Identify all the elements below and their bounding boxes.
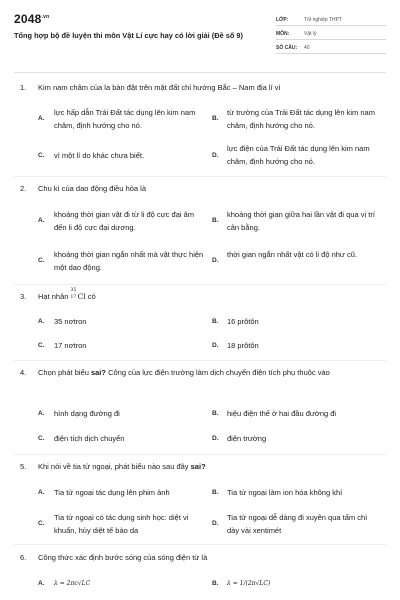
meta-row-question-count — [276, 42, 386, 54]
option-formula: λ = 1/(2π√LC) — [227, 580, 271, 587]
option-formula: λ = 2πc√LC — [54, 580, 91, 587]
question-text — [38, 367, 378, 379]
option-text: từ trường của Trái Đất tác dụng lên kim nam châm, định hướng cho nó. — [227, 108, 375, 130]
option-text: Tia tử ngoại tác dụng lên phim ảnh — [54, 488, 170, 497]
logo-suffix: .vn — [41, 14, 50, 20]
option-text: Tia tử ngoại có tác dụng sinh học: diệt vi khuẩn, hủy diệt tế bào da — [54, 513, 189, 535]
option-letter: A. — [38, 217, 45, 224]
nuclide-atomic-number: 17 — [70, 295, 77, 300]
question-divider — [14, 454, 386, 455]
question-text-prefix: Chọn phát biểu — [38, 368, 89, 377]
option-letter: A. — [38, 580, 45, 587]
option-text: điện trường — [227, 434, 267, 443]
option-letter: D. — [212, 520, 219, 527]
option-letter: B. — [212, 115, 219, 122]
option-letter: C. — [38, 435, 45, 442]
question-text-prefix: Khi nói về tia tử ngoại, phát biểu nào sau đây — [38, 462, 189, 471]
option-letter: B. — [212, 318, 219, 325]
option-letter: D. — [212, 257, 219, 264]
question-text-emphasis: sai? — [90, 368, 106, 377]
option-text: khoảng thời gian ngắn nhất mà vật thực hiện một dao động. — [54, 250, 204, 272]
option-text: điện tích dịch chuyển — [54, 434, 125, 443]
option-text: 18 prôtôn — [227, 341, 259, 350]
question-text: Kim nam châm của la bàn đặt trên mặt đất chỉ hướng Bắc – Nam địa lí vì — [38, 83, 281, 92]
option-letter: B. — [212, 489, 219, 496]
document-header — [14, 12, 386, 76]
option-letter: B. — [212, 217, 219, 224]
option-text: vì một lí do khác chưa biết. — [54, 151, 145, 160]
question-divider — [14, 284, 386, 285]
question-number: 6. — [20, 553, 27, 562]
option-text: khoảng thời gian giữa hai lần vật đi qua vị trí cân bằng. — [227, 210, 375, 232]
question-number: 3. — [20, 292, 27, 301]
option-letter: C. — [38, 342, 45, 349]
header-divider — [14, 72, 386, 73]
question-number: 2. — [20, 184, 27, 193]
question-text: Chu kì của dao động điều hòa là — [38, 184, 146, 193]
question-text — [38, 461, 378, 473]
option-text: hiệu điện thế ở hai đầu đường đi — [227, 409, 337, 418]
meta-row-class — [276, 14, 386, 26]
meta-label: MÔN: — [276, 30, 290, 37]
option-text: lực hấp dẫn Trái Đất tác dụng lên kim nam châm, định hướng cho nó. — [54, 108, 196, 130]
header-left — [14, 12, 254, 41]
meta-value: 40 — [304, 44, 310, 51]
option-letter: A. — [38, 489, 45, 496]
option-letter: C. — [38, 257, 45, 264]
meta-value: Vật lý — [304, 30, 317, 37]
option-letter: A. — [38, 410, 45, 417]
document-meta — [276, 14, 386, 56]
option-text: 17 nơtron — [54, 341, 87, 350]
option-letter: B. — [212, 580, 219, 587]
option-letter: B. — [212, 410, 219, 417]
option-letter: D. — [212, 342, 219, 349]
option-text: Tia tử ngoại dễ dàng đi xuyên qua tấm chì dày vài xentimét — [227, 513, 368, 535]
nuclide-symbol: Cl — [77, 292, 86, 301]
question-text-suffix: Công của lực điện trường làm dịch chuyển điện tích phụ thuộc vào — [108, 368, 330, 377]
question-divider — [14, 360, 386, 361]
option-letter: C. — [38, 152, 45, 159]
question-text: Công thức xác định bước sóng của sóng điện từ là — [38, 553, 208, 562]
question-text-prefix: Hạt nhân — [38, 292, 69, 301]
meta-row-subject — [276, 28, 386, 40]
question-number: 4. — [20, 368, 27, 377]
option-letter: A. — [38, 318, 45, 325]
question-text-emphasis: sai? — [190, 462, 206, 471]
meta-value: Tốt nghiệp THPT — [304, 16, 342, 23]
option-text: thời gian ngắn nhất vật có li độ như cũ. — [227, 250, 358, 259]
site-logo[interactable] — [14, 12, 254, 26]
option-text: khoảng thời gian vật đi từ li độ cực đại âm đến li độ cực đại dương. — [54, 210, 195, 232]
nuclide-mass-number: 35 — [70, 288, 77, 293]
option-letter: D. — [212, 435, 219, 442]
document-title: Tổng hợp bộ đề luyện thi môn Vật Lí cực hay có lời giải (Đề số 9) — [14, 31, 243, 40]
logo-text: 2048 — [14, 12, 42, 26]
question-divider — [14, 176, 386, 177]
option-text: 35 nơtron — [54, 317, 87, 326]
option-letter: A. — [38, 115, 45, 122]
meta-label: LỚP: — [276, 16, 289, 23]
option-text: 16 prôtôn — [227, 317, 259, 326]
nuclide-notation — [70, 288, 86, 303]
option-text: Tia tử ngoại làm ion hóa không khí — [227, 488, 343, 497]
option-letter: D. — [212, 152, 219, 159]
question-number: 1. — [20, 83, 27, 92]
meta-label: SỐ CÂU: — [276, 44, 298, 51]
question-text — [38, 288, 378, 303]
question-divider — [14, 544, 386, 545]
option-text: hình dạng đường đi — [54, 409, 120, 418]
option-text: lực điện của Trái Đất tác dụng lên kim nam châm, định hướng cho nó. — [227, 144, 370, 166]
option-letter: C. — [38, 520, 45, 527]
question-text-suffix: có — [87, 292, 96, 301]
question-number: 5. — [20, 462, 27, 471]
